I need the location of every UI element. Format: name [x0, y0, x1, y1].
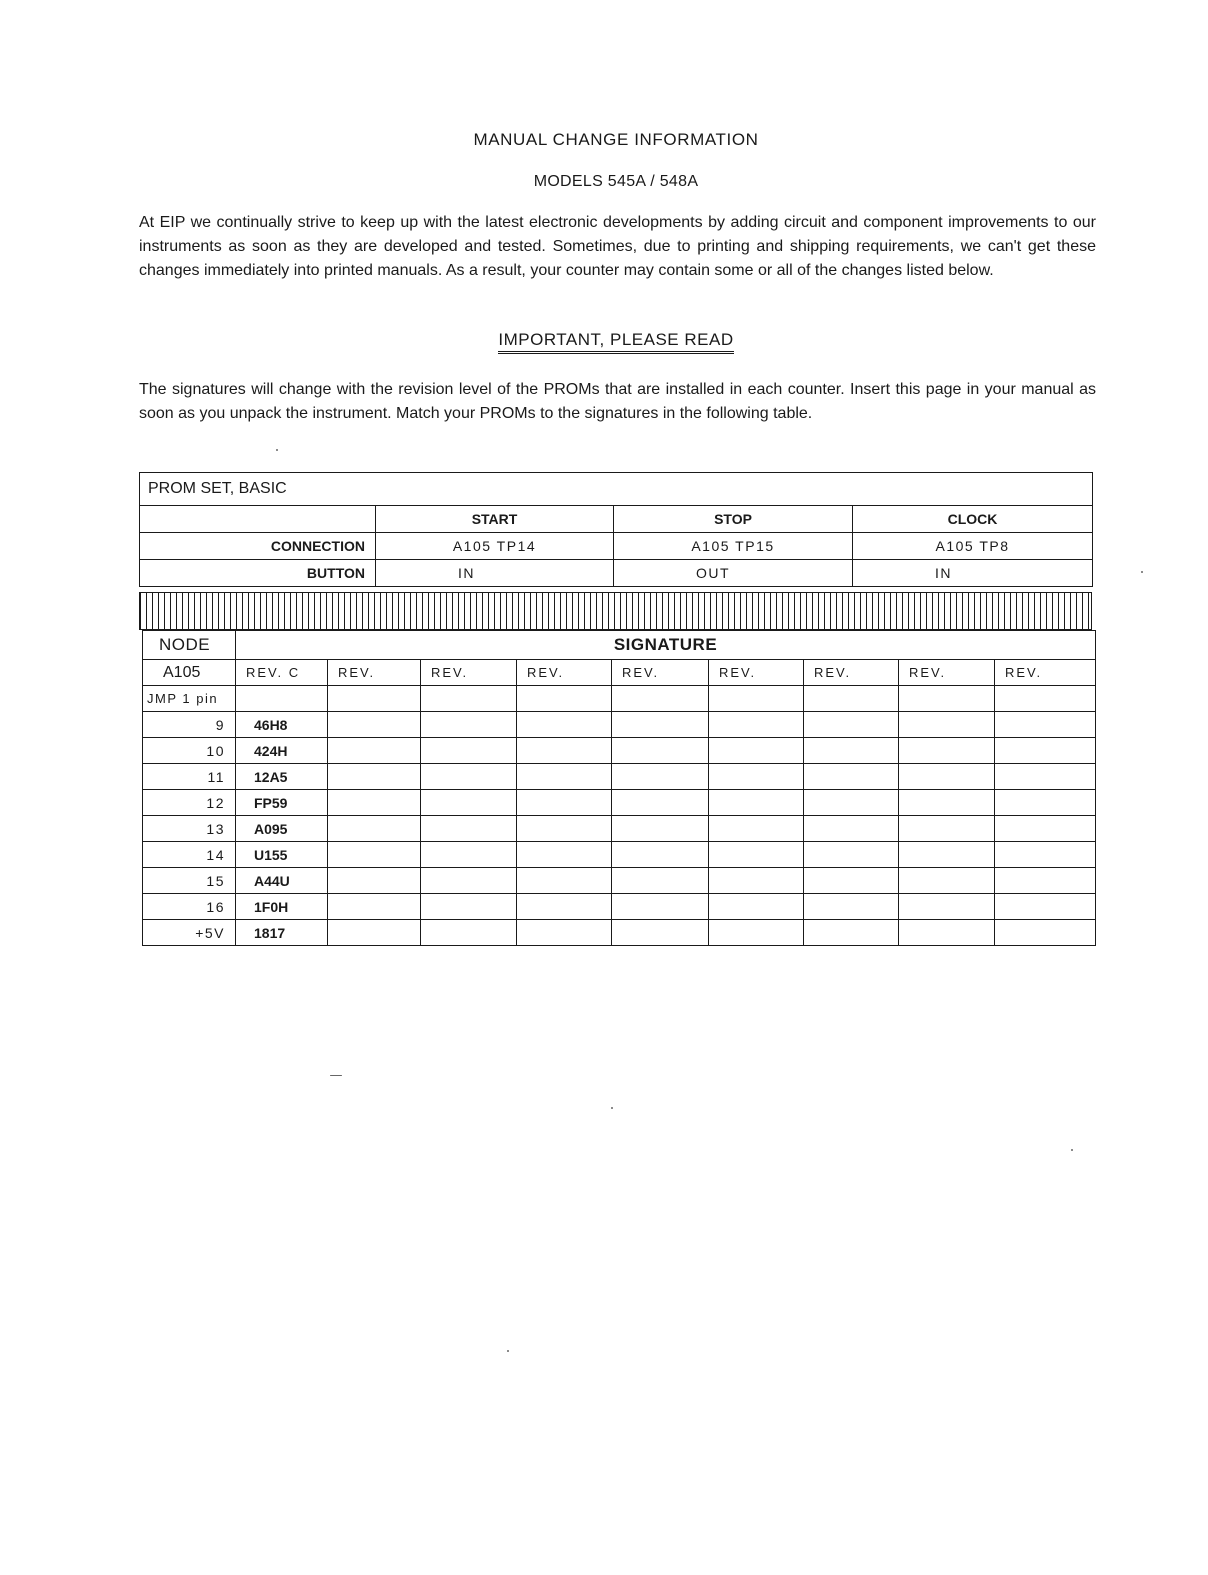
empty-cell — [612, 894, 709, 920]
revision-header: REV. — [421, 660, 517, 686]
connection-label: CONNECTION — [140, 533, 376, 560]
empty-cell — [995, 790, 1096, 816]
empty-cell — [899, 868, 995, 894]
button-clock: IN — [853, 560, 1093, 587]
empty-cell — [236, 686, 328, 712]
empty-cell — [328, 868, 421, 894]
important-heading — [0, 330, 1208, 350]
signature-value-rev-c: 12A5 — [236, 764, 328, 790]
page-title: MANUAL CHANGE INFORMATION — [473, 130, 759, 149]
prom-set-title: PROM SET, BASIC — [140, 473, 1093, 506]
empty-cell — [709, 920, 804, 946]
signature-row — [143, 842, 1096, 868]
signature-value-rev-c: 1F0H — [236, 894, 328, 920]
empty-cell — [709, 686, 804, 712]
empty-cell — [899, 712, 995, 738]
empty-cell — [804, 686, 899, 712]
empty-cell — [612, 816, 709, 842]
instruction-paragraph: The signatures will change with the revision level of the PROMs that are installed in each counter. Insert this page in your manual as soon as you unpack the instrument. Match your PROMs to the signatures in the following table. — [139, 381, 1096, 422]
empty-cell — [899, 920, 995, 946]
revision-header: REV. C — [236, 660, 328, 686]
pin-number: 12 — [143, 790, 236, 816]
empty-cell — [517, 868, 612, 894]
button-label: BUTTON — [140, 560, 376, 587]
revision-header: REV. — [899, 660, 995, 686]
signature-table — [142, 630, 1096, 946]
empty-cell — [899, 738, 995, 764]
pin-number: 14 — [143, 842, 236, 868]
empty-cell — [612, 920, 709, 946]
empty-cell — [995, 816, 1096, 842]
empty-cell — [995, 868, 1096, 894]
empty-cell — [328, 686, 421, 712]
pin-number: 16 — [143, 894, 236, 920]
signature-value-rev-c: 1817 — [236, 920, 328, 946]
empty-cell — [612, 868, 709, 894]
empty-cell — [517, 842, 612, 868]
signature-row — [143, 816, 1096, 842]
pin-number: 9 — [143, 712, 236, 738]
column-clock: CLOCK — [853, 506, 1093, 533]
empty-cell — [517, 686, 612, 712]
signature-row — [143, 868, 1096, 894]
connection-clock: A105 TP8 — [853, 533, 1093, 560]
connection-stop: A105 TP15 — [614, 533, 853, 560]
empty-cell — [995, 686, 1096, 712]
empty-cell — [421, 712, 517, 738]
empty-cell — [328, 764, 421, 790]
empty-cell — [517, 920, 612, 946]
empty-cell — [421, 894, 517, 920]
column-stop: STOP — [614, 506, 853, 533]
empty-cell — [899, 790, 995, 816]
scan-speck — [276, 449, 278, 451]
empty-cell — [804, 894, 899, 920]
revision-header: REV. — [612, 660, 709, 686]
scan-speck — [1071, 1149, 1073, 1151]
empty-cell — [421, 868, 517, 894]
empty-cell — [328, 920, 421, 946]
signature-value-rev-c: 46H8 — [236, 712, 328, 738]
signature-row — [143, 920, 1096, 946]
empty-cell — [804, 712, 899, 738]
empty-cell — [517, 764, 612, 790]
jmp-label: JMP 1 pin — [143, 686, 236, 712]
empty-cell — [899, 894, 995, 920]
pin-number: 13 — [143, 816, 236, 842]
button-stop: OUT — [614, 560, 853, 587]
empty-cell — [804, 764, 899, 790]
empty-cell — [709, 868, 804, 894]
header-blank-cell — [140, 506, 376, 533]
empty-cell — [612, 842, 709, 868]
pin-number: +5V — [143, 920, 236, 946]
empty-cell — [517, 712, 612, 738]
empty-cell — [899, 686, 995, 712]
empty-cell — [612, 790, 709, 816]
empty-cell — [517, 790, 612, 816]
empty-cell — [612, 686, 709, 712]
empty-cell — [612, 712, 709, 738]
node-header: NODE — [143, 631, 236, 660]
node-name: A105 — [143, 660, 236, 686]
empty-cell — [804, 842, 899, 868]
empty-cell — [517, 816, 612, 842]
signature-value-rev-c: U155 — [236, 842, 328, 868]
empty-cell — [804, 738, 899, 764]
signature-value-rev-c: 424H — [236, 738, 328, 764]
empty-cell — [899, 816, 995, 842]
empty-cell — [517, 738, 612, 764]
signature-header: SIGNATURE — [236, 631, 1096, 660]
empty-cell — [328, 790, 421, 816]
empty-cell — [995, 920, 1096, 946]
empty-cell — [899, 842, 995, 868]
intro-paragraph: At EIP we continually strive to keep up with the latest electronic developments by adding circuit and component improvements to our instruments as soon as they are developed and tested. Sometimes, due to printing and shipping requirements, we can't get these changes immediately into printed manuals. As a result, your counter may contain some or all of the changes listed below. — [139, 214, 1096, 279]
empty-cell — [995, 764, 1096, 790]
empty-cell — [421, 738, 517, 764]
empty-cell — [804, 816, 899, 842]
empty-cell — [612, 764, 709, 790]
empty-cell — [421, 920, 517, 946]
signature-value-rev-c: A095 — [236, 816, 328, 842]
hatched-divider — [139, 592, 1092, 630]
empty-cell — [709, 712, 804, 738]
scan-speck — [330, 1075, 342, 1076]
signature-row — [143, 738, 1096, 764]
empty-cell — [709, 738, 804, 764]
empty-cell — [709, 894, 804, 920]
signature-value-rev-c: A44U — [236, 868, 328, 894]
revision-header: REV. — [709, 660, 804, 686]
scan-speck — [1141, 571, 1143, 573]
empty-cell — [612, 738, 709, 764]
revision-header: REV. — [328, 660, 421, 686]
empty-cell — [709, 842, 804, 868]
empty-cell — [421, 764, 517, 790]
revision-header: REV. — [995, 660, 1096, 686]
signature-row — [143, 764, 1096, 790]
empty-cell — [899, 764, 995, 790]
signature-row — [143, 894, 1096, 920]
empty-cell — [709, 816, 804, 842]
empty-cell — [328, 842, 421, 868]
empty-cell — [421, 686, 517, 712]
empty-cell — [804, 920, 899, 946]
important-heading-text: IMPORTANT, PLEASE READ — [498, 330, 733, 354]
empty-cell — [517, 894, 612, 920]
signature-row — [143, 790, 1096, 816]
revision-header: REV. — [517, 660, 612, 686]
empty-cell — [804, 868, 899, 894]
empty-cell — [328, 816, 421, 842]
empty-cell — [421, 790, 517, 816]
empty-cell — [995, 738, 1096, 764]
empty-cell — [328, 738, 421, 764]
scan-speck — [611, 1107, 613, 1109]
models-subtitle: MODELS 545A / 548A — [533, 173, 699, 190]
scan-speck — [507, 1350, 509, 1352]
empty-cell — [709, 790, 804, 816]
empty-cell — [328, 712, 421, 738]
empty-cell — [804, 790, 899, 816]
prom-set-table — [139, 472, 1093, 587]
signature-value-rev-c: FP59 — [236, 790, 328, 816]
column-start: START — [376, 506, 614, 533]
empty-cell — [709, 764, 804, 790]
pin-number: 15 — [143, 868, 236, 894]
signature-row — [143, 712, 1096, 738]
pin-number: 10 — [143, 738, 236, 764]
empty-cell — [995, 842, 1096, 868]
button-start: IN — [376, 560, 614, 587]
empty-cell — [421, 842, 517, 868]
empty-cell — [995, 894, 1096, 920]
revision-header: REV. — [804, 660, 899, 686]
empty-cell — [995, 712, 1096, 738]
connection-start: A105 TP14 — [376, 533, 614, 560]
pin-number: 11 — [143, 764, 236, 790]
empty-cell — [328, 894, 421, 920]
empty-cell — [421, 816, 517, 842]
signature-rows — [143, 712, 1096, 946]
